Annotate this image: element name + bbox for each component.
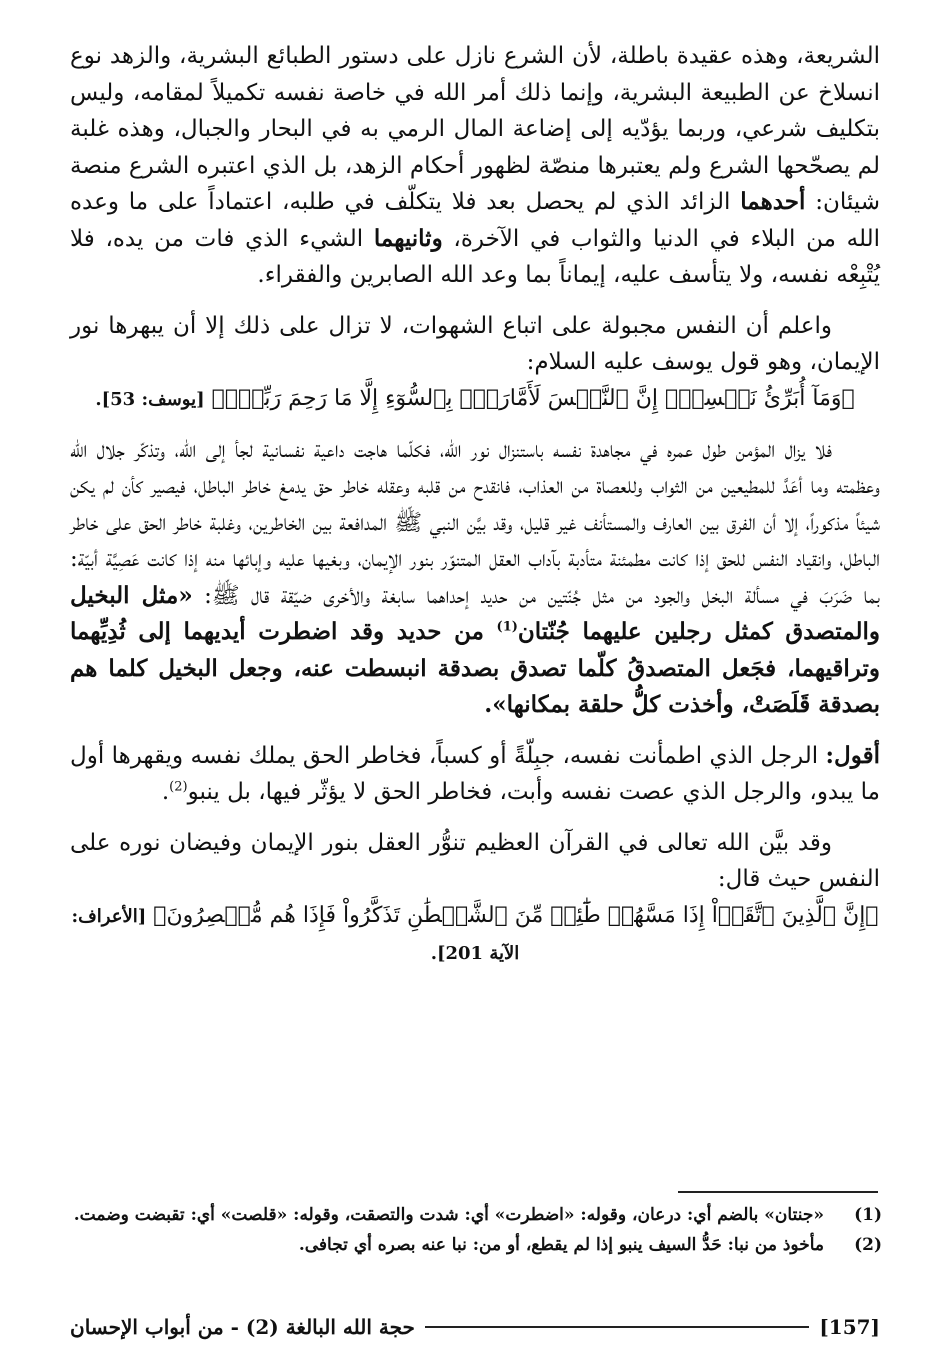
running-title: حجة الله البالغة (2) - من أبواب الإحسان [70,1315,415,1339]
page-number: [157] [819,1315,880,1339]
footnote-item [70,1233,882,1258]
verse-text: ﴿إِنَّ ٱلَّذِينَ ٱتَّقَوۡاْ إِذَا مَسَّهُمۡ طَٰٓئِفٞ مِّنَ ٱلشَّيۡطَٰنِ تَذَكَّرُواْ فَإِذَا هُم مُّبۡصِرُونَ﴾ [153,902,879,928]
bold-term-first: أحدهما [740,188,806,215]
footnote-number: (1) [854,1205,882,1225]
footnote-separator [678,1191,878,1193]
paragraph-2: واعلم أن النفس مجبولة على اتباع الشهوات، لا تزال على ذلك إلا أن يبهرها نور الإيمان، وهو قول يوسف عليه السلام: [70,312,880,375]
paragraph-5: وقد بيَّن الله تعالى في القرآن العظيم تنوُّر العقل بنور الإيمان وفيضان نوره على النفس حيث قال: [70,829,880,892]
page-footer [70,1312,880,1342]
hadith-quote: «مثل البخيل والمتصدق كمثل رجلين عليهما جُنّتان$^{(1)}$ من حديد وقد اضطرت أيديهما إلى ثُدِيِّهما وتراقيهما، فجَعل المتصدقُ كلّما تصدق بصدقة انبسطت عنه، وجعل البخيل كلما هم بصدقة قَلَصَتْ، وأخذت كلُّ حلقة بمكانها». [70,581,881,718]
verse-reference: [يوسف: 53]. [95,388,205,410]
verse-text: ﴿وَمَآ أُبَرِّئُ نَفۡسِيٓۚ إِنَّ ٱلنَّفۡسَ لَأَمَّارَةُۢ بِٱلسُّوٓءِ إِلَّا مَا رَحِمَ رَبِّيٓۚ﴾ [211,385,855,411]
footnote-number: (2) [854,1235,882,1255]
bold-term-second: وثانيهما [373,224,443,252]
footnote-text: «جنتان» بالضم أي: درعان، وقوله: «اضطرت» أي: شدت والتصقت، وقوله: «قلصت» أي: تقبضت وضمت. [73,1205,824,1225]
page-body [70,38,880,972]
paragraph-1: الشريعة، وهذه عقيدة باطلة، لأن الشرع نازل على دستور الطبائع البشرية، والزهد نوع انسلاخ عن الطبيعة البشرية، وإنما ذلك أمر الله في خاصة نفسه تكميلاً لمقامه، وليس بتكليف شرعي، وربما يؤدّيه إلى إضاعة المال الرمي به في البحار والجبال، وهذه غلبة لم يصحّحها الشرع ولم يعتبرها منصّة لظهور أحكام الزهد، بل الذي اعتبره الشرع منصة شيئان: أحدهما الزائد الذي لم يحصل بعد فلا يتكلّف في طلبه، اعتماداً على ما وعده الله من البلاء في الدنيا والثواب في الآخرة، وثانيهما الشيء الذي فات من يده، فلا يُتْبِعْه نفسه، ولا يتأسف عليه، إيماناً بما وعد الله الصابرين والفقراء. [70,43,881,288]
verse-reference: [الأعراف: الآية 201]. [71,905,520,964]
paragraph-3: فلا يزال المؤمن طول عمره في مجاهدة نفسه باستنزال نور الله، فكلّما هاجت داعية نفسانية لجأ إلى الله، وتذكّر جلال الله وعظمته وما أعَدَّ للمطيعين من الثواب وللعصاة من العذاب، فانقدح من قلبه وعقله خاطر حق يدمغ خاطر الباطل، فيصير كأن لم يكن شيئاً مذكوراً، إلا أن الفرق بين العارف والمستأنف غير قليل، وقد بيَّن النبي ﷺ المدافعة بين الخاطرين، وغلبة خاطر الحق على خاطر الباطل، وانقياد النفس للحق إذا كانت مطمئنة متأدبة بآداب العقل المتنوّر بنور الإيمان، وبغيها عليه وإبائها منه إذا كانت عَصِيَّة أبيّة: بما ضَرَبَ في مسألة البخل والجود من مثل جُنّتين من حديد إحداهما سابغة والأخرى ضيّقة قال ﷺ: «مثل البخيل والمتصدق كمثل رجلين عليهما جُنّتان$^{(1)}$ من حديد وقد اضطرت أيديهما إلى ثُدِيِّهما وتراقيهما، فجَعل المتصدقُ كلّما تصدق بصدقة انبسطت عنه، وجعل البخيل كلما هم بصدقة قَلَصَتْ، وأخذت كلُّ حلقة بمكانها». [70,436,881,718]
bold-term-aqul: أقول: [825,741,880,769]
paragraph-4: أقول: الرجل الذي اطمأنت نفسه، جبِلّةً أو كسباً، فخاطر الحق يملك نفسه ويقهرها أول ما يبدو، والرجل الذي عصت نفسه وأبت، فخاطر الحق لا يؤثّر فيها، بل ينبو$^{(2)}$. [70,741,880,805]
footnote-ref-2: (2) [169,779,188,795]
footnotes [70,1203,882,1263]
footnote-ref-1: (1) [496,619,518,635]
quran-verse-yusuf [70,381,880,418]
footnote-item [70,1203,882,1228]
quran-verse-araf [70,898,880,972]
footnote-text: مأخوذ من نبا: حَدُّ السيف ينبو إذا لم يقطع، أو من: نبا عنه بصره أي تجافى. [298,1235,824,1255]
footer-rule [425,1326,809,1328]
